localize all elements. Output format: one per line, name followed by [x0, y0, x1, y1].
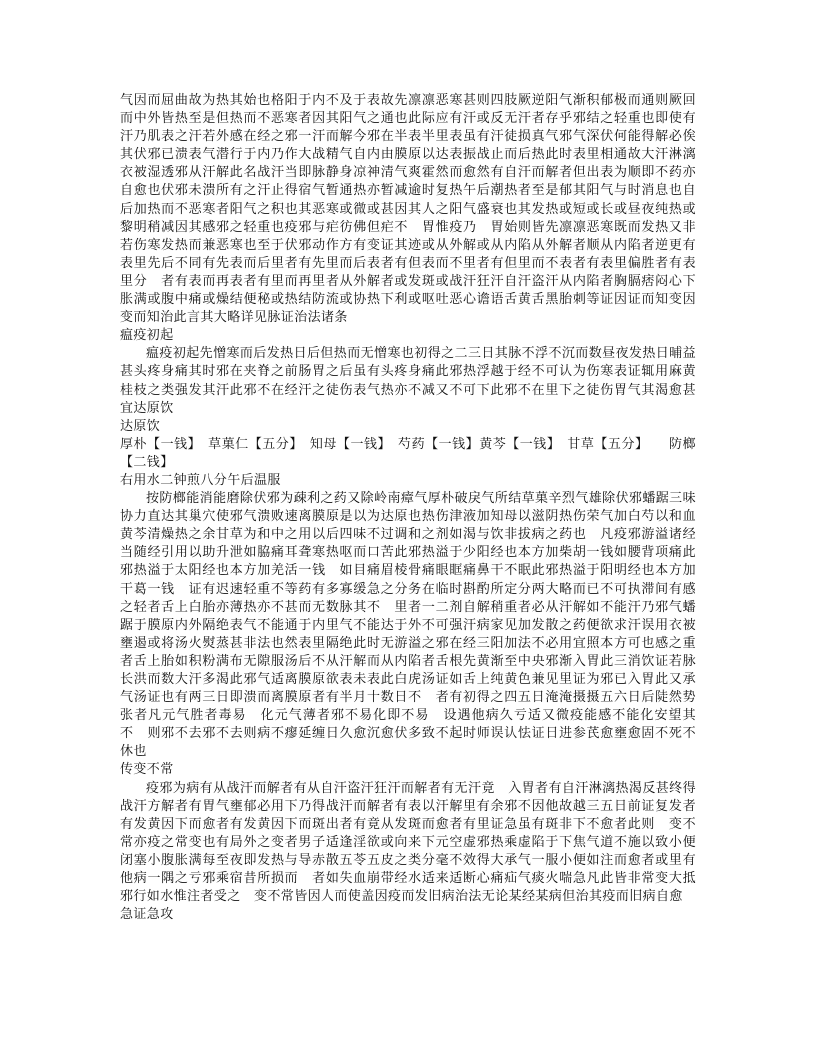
section-heading-urgent: 急证急攻 — [120, 907, 174, 923]
body-paragraph: 疫邪为病有从战汗而解者有从自汗盗汗狂汗而解者有无汗竟 入胃者有自汗淋漓热渴反甚终得战汗方解者有胃气壅郁必用下乃得战汗而解者有表以汗解里有余邪不因他故越三五日前证复发者有发黄因下而愈者有发黄因下而斑出者有竟从发斑而愈者有里证急虽有斑非下不愈者此则 变不常亦疫之常变也有局外之变者男子适逢淫欲或向来下元空虚邪热乘虚陷于下焦气道不施以致小便闭塞小腹胀满每至夜即发热与导赤散五苓五皮之类分毫不效得大承气一服小便如注而愈者或里有他病一隅之亏邪乘宿昔所损而 者如失血崩带经水适来适断心痛疝气痰火喘急凡此皆非常变大抵邪行如水惟注者受之 变不常皆因人而使盖因疫而发旧病治法无论某经某病但治其疫而旧病自愈 — [120, 780, 696, 905]
section-heading-initial-onset: 瘟疫初起 — [120, 328, 174, 344]
body-paragraph: 按防榔能消能磨除伏邪为疎利之药又除岭南瘴气厚朴破戾气所结草菓辛烈气雄除伏邪蟠踞三味协力直达其巢穴使邪气溃败速离膜原是以为达原也热伤津液加知母以滋阴热伤荣气加白芍以和血黄芩清燥热之余甘草为和中之用以后四味不过调和之剂如渴与饮非拔病之药也 凡疫邪游溢诸经当随经引用以助升泄如脇痛耳聋寒热呕而口苦此邪热溢于少阳经也本方加柴胡一钱如腰背项痛此邪热溢于太阳经也本方加羌活一钱 如目痛眉棱骨痛眼眶痛鼻干不眠此邪热溢于阳明经也本方加干葛一钱 证有迟速轻重不等药有多寡缓急之分务在临时斟酌所定分两大略而已不可执滞间有感之轻者舌上白胎亦薄热亦不甚而无数脉其不 里者一二剂自解稍重者必从汗解如不能汗乃邪气蟠踞于膜原内外隔绝表气不能通于内里气不能达于外不可强汗病家见加发散之药便欲求汗误用衣被壅遏或将汤火熨蒸甚非法也然表里隔绝此时无游溢之邪在经三阳加法不必用宜照本方可也感之重者舌上胎如积粉满布无隙服汤后不从汗解而从内陷者舌根先黄渐至中央邪渐入胃此三消饮证若脉长洪而数大汗多渴此邪气适离膜原欲表未表此白虎汤证如舌上纯黄色兼见里证为邪已入胃此又承气汤证也有两三日即溃而离膜原者有半月十数日不 者有初得之四五日淹淹摄摄五六日后陡然势张者凡元气胜者毒易 化元气薄者邪不易化即不易 设遇他病久亏适又微疫能感不能化安望其 不 则邪不去邪不去则病不瘳延缠日久愈沉愈伏多致不起时师误认怯证日进参芪愈壅愈固不死不休也 — [120, 491, 723, 760]
formula-title: 达原饮 — [120, 418, 161, 434]
formula-instructions: 右用水二钟煎八分午后温服 — [120, 472, 281, 488]
body-paragraph: 气因而屈曲故为热其始也格阳于内不及于表故先凛凛恶寒甚则四肢厥逆阳气渐积郁极而通则厥回而中外皆热至是但热而不恶寒者因其阳气之通也此际应有汗或反无汗者存乎邪结之轻重也即使有汗乃肌表之汗若外感在经之邪一汗而解今邪在半表半里表虽有汗徒损真气邪气深伏何能得解必俟其伏邪已溃表气潜行于内乃作大战精气自内由膜原以达表振战止而后热此时表里相通故大汗淋漓衣被湿透邪从汗解此名战汗当即脉静身凉神清气爽霍然而愈然有自汗而解者但出表为顺即不药亦自愈也伏邪未溃所有之汗止得宿气暂通热亦暂减逾时复热午后潮热者至是郁其阳气与时消息也自后加热而不恶寒者阳气之积也其恶寒或微或甚因其人之阳气盛衰也其发热或短或长或昼夜纯热或黎明稍减因其感邪之轻重也疫邪与疟彷佛但疟不 胃惟疫乃 胃始则皆先凛凛恶寒既而发热又非若伤寒发热而兼恶寒也至于伏邪动作方有变证其迹或从外解或从内陷从外解者顺从内陷者逆更有表里先后不同有先表而后里者有先里而后表者有但表而不里者有但里而不表者有表里偏胜者有表里分 者有表而再表者有里而再里者从外解者或发斑或战汗狂汗自汗盗汗从内陷者胸膈痞闷心下胀满或腹中痛或燥结便秘或热结防流或协热下利或呕吐恶心谵语舌黄舌黑胎刺等证因证而知变因变而知治此言其大略详见脉证治法诸条 — [120, 93, 696, 326]
body-paragraph: 瘟疫初起先憎寒而后发热日后但热而无憎寒也初得之二三日其脉不浮不沉而数昼夜发热日晡益甚头疼身痛其时邪在夹脊之前肠胃之后虽有头疼身痛此邪热浮越于经不可认为伤寒表证辄用麻黄桂枝之类强发其汗此邪不在经汗之徒伤表气热亦不减又不可下此邪不在里下之徒伤胃气其渴愈甚宜达原饮 — [120, 346, 696, 416]
formula-ingredients: 厚朴【一钱】 草菓仁【五分】 知母【一钱】 芍药【一钱】黄芩【一钱】 甘草【五分】 防榔【二钱】 — [120, 436, 696, 470]
section-heading-variations: 传变不常 — [120, 762, 174, 778]
document-body — [120, 92, 723, 924]
